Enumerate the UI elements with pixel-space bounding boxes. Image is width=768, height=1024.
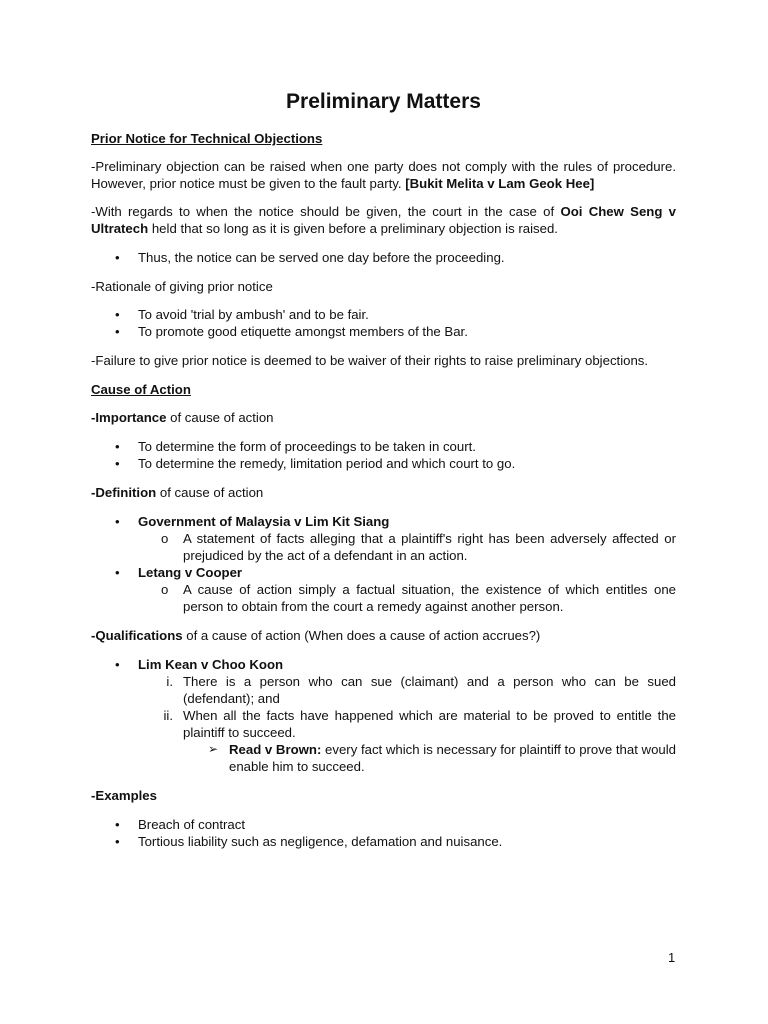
paragraph-notice-timing (91, 203, 676, 237)
list-item (91, 323, 676, 340)
arrow-list-item (91, 741, 676, 775)
case-citation: Lim Kean v Choo Koon (138, 657, 284, 672)
label-bold: -Definition (91, 485, 157, 500)
paragraph-text: held that so long as it is given before a preliminary objection is raised. (151, 221, 558, 236)
document-page (91, 88, 676, 850)
paragraph-importance (91, 409, 676, 426)
paragraph-text: of cause of action (156, 485, 264, 500)
roman-list-item (91, 673, 676, 707)
paragraph-failure: -Failure to give prior notice is deemed to be waiver of their rights to raise preliminary objections. (91, 353, 649, 368)
paragraph-text: -Preliminary objection can be raised when one party does not comply with the rules of procedure. However, prior notice must be given to the fault party. (91, 159, 676, 191)
roman-numeral: ii. (163, 708, 173, 723)
circle-bullet-icon: o (161, 582, 169, 597)
list-item-text: There is a person who can sue (claimant) and a person who can be sued (defendant); and (183, 674, 676, 706)
roman-list-item (91, 707, 676, 741)
list-item-text: Tortious liability such as negligence, defamation and nuisance. (138, 834, 503, 849)
arrow-bullet-icon: ➢ (208, 742, 219, 756)
list-item-text: To determine the form of proceedings to be taken in court. (138, 439, 476, 454)
list-item-text: A statement of facts alleging that a plaintiff's right has been adversely affected or prejudiced by the act of a defendant in an action. (183, 531, 676, 563)
case-citation: Government of Malaysia v Lim Kit Siang (138, 514, 390, 529)
list-item (91, 249, 676, 266)
list-item (91, 455, 676, 472)
bullet-icon: • (115, 250, 120, 265)
bullet-icon: • (115, 324, 120, 339)
paragraph-text: -With regards to when the notice should be given, the court in the case of (91, 204, 555, 219)
page-number: 1 (668, 950, 676, 965)
bullet-icon: • (115, 439, 120, 454)
paragraph-rationale: -Rationale of giving prior notice (91, 279, 273, 294)
bullet-icon: • (115, 834, 120, 849)
bullet-icon: • (115, 565, 120, 580)
list-item-text: Thus, the notice can be served one day before the proceeding. (138, 250, 505, 265)
list-item (91, 816, 676, 833)
list-item-text: Breach of contract (138, 817, 246, 832)
list-item (91, 833, 676, 850)
case-citation: Ooi Chew Seng v Ultratech (91, 204, 676, 236)
bullet-icon: • (115, 514, 120, 529)
section-heading-cause-of-action: Cause of Action (91, 382, 191, 397)
bullet-icon: • (115, 657, 120, 672)
list-item-text: To promote good etiquette amongst members of the Bar. (138, 324, 468, 339)
list-item-text: every fact which is necessary for plaintiff to prove that would enable him to succeed. (229, 742, 677, 774)
roman-numeral: i. (166, 674, 173, 689)
sub-list-item (91, 581, 676, 615)
list-item-text: When all the facts have happened which are material to be proved to entitle the plaintiff to succeed. (183, 708, 676, 740)
list-item (91, 656, 676, 673)
paragraph-text: of cause of action (166, 410, 274, 425)
list-item-text: To avoid 'trial by ambush' and to be fair. (138, 307, 369, 322)
bullet-icon: • (115, 817, 120, 832)
section-heading-prior-notice: Prior Notice for Technical Objections (91, 131, 323, 146)
paragraph-examples: -Examples (91, 788, 157, 803)
list-item (91, 513, 676, 530)
list-item-text: A cause of action simply a factual situation, the existence of which entitles one person to obtain from the court a remedy against another person. (183, 582, 676, 614)
label-bold: -Qualifications (91, 628, 183, 643)
list-item (91, 306, 676, 323)
paragraph-qualifications (91, 627, 676, 644)
case-citation: Letang v Cooper (138, 565, 243, 580)
paragraph-definition (91, 484, 676, 501)
sub-list-item (91, 530, 676, 564)
label-bold: -Importance (91, 410, 167, 425)
list-item (91, 564, 676, 581)
bullet-icon: • (115, 456, 120, 471)
list-item (91, 438, 676, 455)
page-title: Preliminary Matters (286, 90, 481, 113)
case-citation: [Bukit Melita v Lam Geok Hee] (405, 176, 595, 191)
list-item-text: To determine the remedy, limitation period and which court to go. (138, 456, 516, 471)
circle-bullet-icon: o (161, 531, 169, 546)
case-citation: Read v Brown: (229, 742, 322, 757)
paragraph-text: of a cause of action (When does a cause of action accrues?) (182, 628, 541, 643)
paragraph-preliminary-objection (91, 158, 676, 192)
bullet-icon: • (115, 307, 120, 322)
